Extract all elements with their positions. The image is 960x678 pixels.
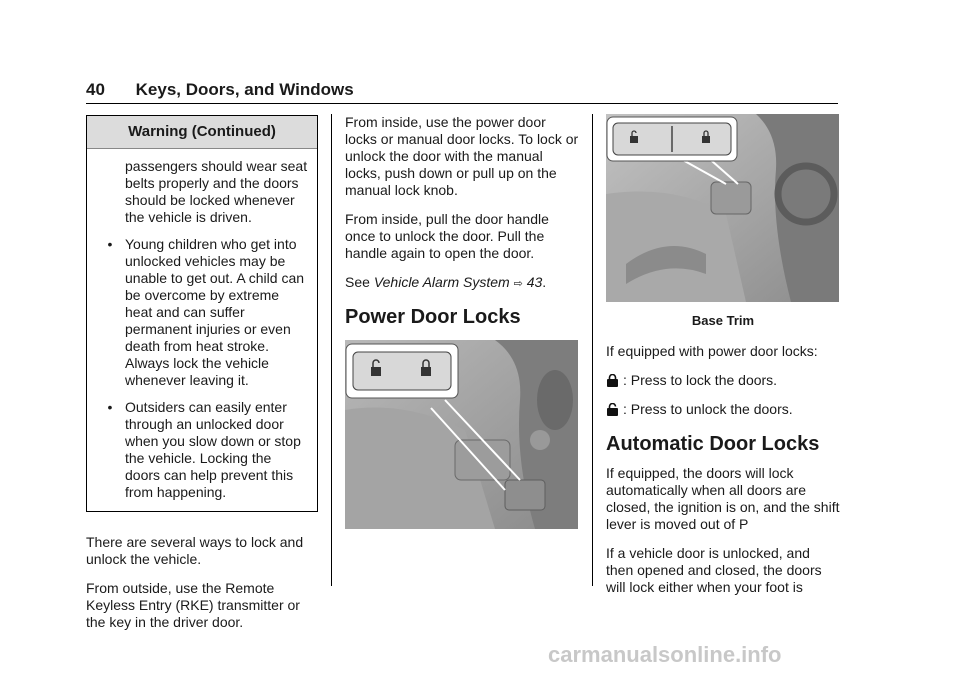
watermark: carmanualsonline.info — [548, 642, 782, 667]
column-2 — [345, 114, 581, 533]
lock-instruction — [606, 372, 840, 389]
warning-box — [86, 115, 318, 512]
paragraph: From outside, use the Remote Keyless Entry (RKE) transmitter or the key in the driver door. — [86, 580, 300, 630]
arrow-icon: ⇨ — [513, 278, 523, 290]
chapter-title: Keys, Doors, and Windows — [135, 80, 354, 99]
unlock-instruction-text: : Press to unlock the doors. — [623, 401, 793, 417]
section-heading: Automatic Door Locks — [606, 433, 820, 455]
header-rule — [86, 103, 838, 104]
base-trim-illustration — [606, 114, 839, 302]
page-header — [86, 80, 354, 100]
paragraph: From inside, pull the door handle once to unlock the door. Pull the handle again to open the door. — [345, 211, 549, 261]
figure-caption: Base Trim — [691, 313, 755, 328]
warning-bullet-text: Outsiders can easily enter through an unlocked door when you slow down or stop the vehicle. Locking the doors can help prevent this from happening. — [125, 399, 301, 500]
lock-instruction-text: : Press to lock the doors. — [623, 372, 778, 388]
column-divider-2 — [592, 114, 593, 586]
paragraph: If equipped, the doors will lock automatically when all doors are closed, the ignition is on, and the shift lever is moved out of P — [606, 465, 840, 532]
bullet-icon: • — [107, 399, 113, 415]
column-3 — [606, 114, 840, 608]
cross-reference-link[interactable]: Vehicle Alarm System — [373, 274, 510, 290]
warning-bullet — [95, 236, 309, 389]
column-divider-1 — [331, 114, 332, 586]
door-lock-illustration — [345, 340, 578, 529]
warning-title: Warning (Continued) — [87, 116, 317, 149]
warning-bullet — [95, 399, 309, 501]
paragraph: If a vehicle door is unlocked, and then opened and closed, the doors will lock either when your foot is — [606, 545, 822, 595]
page-number: 40 — [86, 80, 105, 99]
lock-icon — [606, 374, 619, 387]
unlock-instruction — [606, 401, 840, 418]
paragraph: There are several ways to lock and unlock the vehicle. — [86, 534, 304, 567]
page-ref[interactable]: 43 — [526, 274, 543, 290]
unlock-icon — [606, 403, 619, 416]
section-heading: Power Door Locks — [345, 306, 521, 328]
paragraph: From inside, use the power door locks or manual door locks. To lock or unlock the door with the manual locks, push down or pull up on the manual lock knob. — [345, 114, 579, 198]
paragraph: If equipped with power door locks: — [606, 343, 818, 359]
cross-reference: See Vehicle Alarm System ⇨ 43. — [345, 274, 547, 290]
warning-intro: passengers should wear seat belts properly and the doors should be locked whenever the vehicle is driven. — [125, 158, 308, 225]
column-1 — [86, 114, 320, 643]
bullet-icon: • — [107, 236, 113, 252]
warning-bullet-text: Young children who get into unlocked vehicles may be unable to get out. A child can be overcome by extreme heat and can suffer permanent injuries or even death from heat stroke. Always lock the vehicle whenever leaving it. — [125, 236, 305, 388]
